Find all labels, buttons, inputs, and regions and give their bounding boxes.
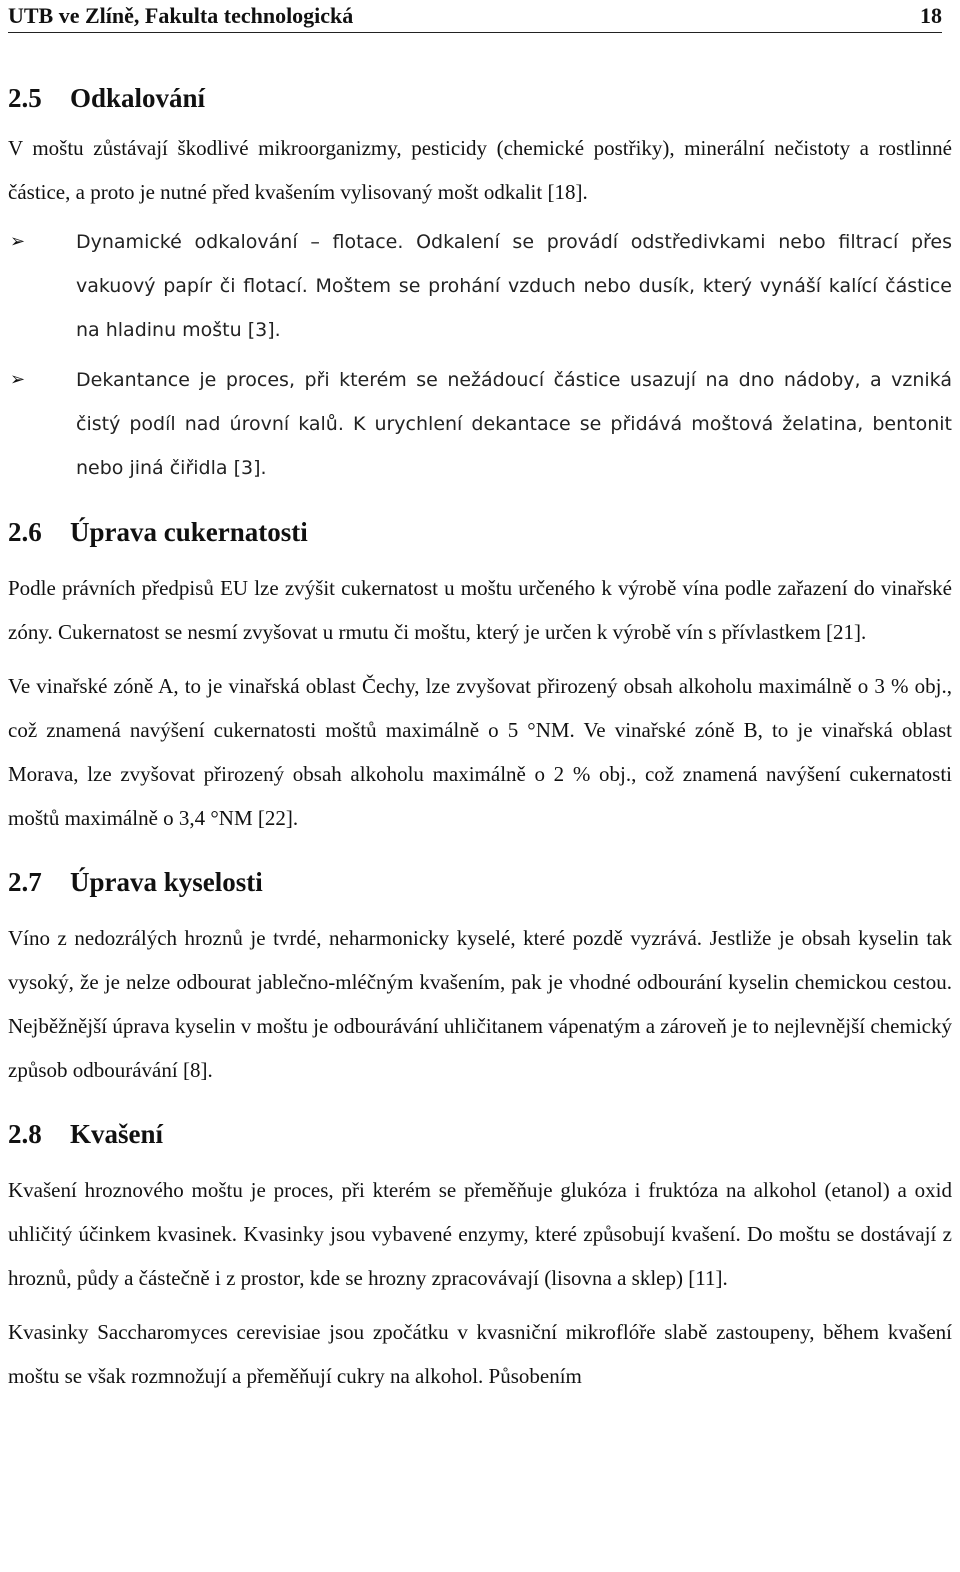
paragraph: Víno z nedozrálých hroznů je tvrdé, neharmonicky kyselé, které pozdě vyzrává. Jestliže je obsah kyselin tak vysoký, že je nelze odbourat jablečno-mléčným kvašením, pak je vhodné odbourání kyselin chemickou cestou. Nejběžnější úprava kyselin v moštu je odbourávání uhličitanem vápenatým a zároveň je to nejlevnější chemický způsob odbourávání [8]. [8,926,952,1082]
header-page-number: 18 [920,3,942,28]
bullet-text: Dekantance je proces, při kterém se nežádoucí částice usazují na dno nádoby, a vzniká čistý podíl nad úrovní kalů. K urychlení dekantace se přidává moštová želatina, bentonit nebo jiná čiřidla [3]. [76,369,952,479]
paragraph: Kvašení hroznového moštu je proces, při kterém se přeměňuje glukóza i fruktóza na alkohol (etanol) a oxid uhličitý účinkem kvasinek. Kvasinky jsou vybavené enzymy, které způsobují kvašení. Do moštu se dostávají z hroznů, půdy a částečně i z prostor, kde se hrozny zpracovávají (lisovna a sklep) [11]. [8,1178,952,1290]
section-heading-2-5 [8,70,952,126]
header-institution: UTB ve Zlíně, Fakulta technologická [8,3,354,28]
bullet-item [8,220,952,352]
section-heading-2-6 [8,504,952,560]
section-heading-2-8 [8,1106,952,1162]
section-heading-2-7 [8,854,952,910]
section-title: Úprava kyselosti [70,867,263,897]
arrow-bullet-icon: ➢ [10,369,26,390]
bullet-text: Dynamické odkalování – flotace. Odkalení se provádí odstředivkami nebo filtrací přes vakuový papír či flotací. Moštem se prohání vzduch nebo dusík, který vynáší kalící částice na hladinu moštu [3]. [76,231,952,341]
page-content [8,70,952,1398]
arrow-bullet-icon: ➢ [10,231,26,252]
bullet-item [8,358,952,490]
paragraph: Podle právních předpisů EU lze zvýšit cukernatost u moštu určeného k výrobě vína podle zařazení do vinařské zóny. Cukernatost se nesmí zvyšovat u rmutu či moštu, který je určen k výrobě vín s přívlastkem [21]. [8,576,952,644]
paragraph: Kvasinky Saccharomyces cerevisiae jsou zpočátku v kvasniční mikroflóře slabě zastoupeny, během kvašení moštu se však rozmnožují a přeměňují cukry na alkohol. Působením [8,1320,952,1388]
bullet-list [8,220,952,490]
section-number: 2.5 [8,83,42,113]
paragraph: V moštu zůstávají škodlivé mikroorganizmy, pesticidy (chemické postřiky), minerální nečistoty a rostlinné částice, a proto je nutné před kvašením vylisovaný mošt odkalit [18]. [8,136,952,204]
section-number: 2.6 [8,517,42,547]
paragraph: Ve vinařské zóně A, to je vinařská oblast Čechy, lze zvyšovat přirozený obsah alkoholu maximálně o 3 % obj., což znamená navýšení cukernatosti moštů maximálně o 5 °NM. Ve vinařské zóně B, to je vinařská oblast Morava, lze zvyšovat přirozený obsah alkoholu maximálně o 2 % obj., což znamená navýšení cukernatosti moštů maximálně o 3,4 °NM [22]. [8,674,952,830]
section-number: 2.7 [8,867,42,897]
section-title: Odkalování [70,83,206,113]
section-title: Úprava cukernatosti [70,517,308,547]
running-header [8,0,942,33]
section-number: 2.8 [8,1119,42,1149]
section-title: Kvašení [70,1119,164,1149]
